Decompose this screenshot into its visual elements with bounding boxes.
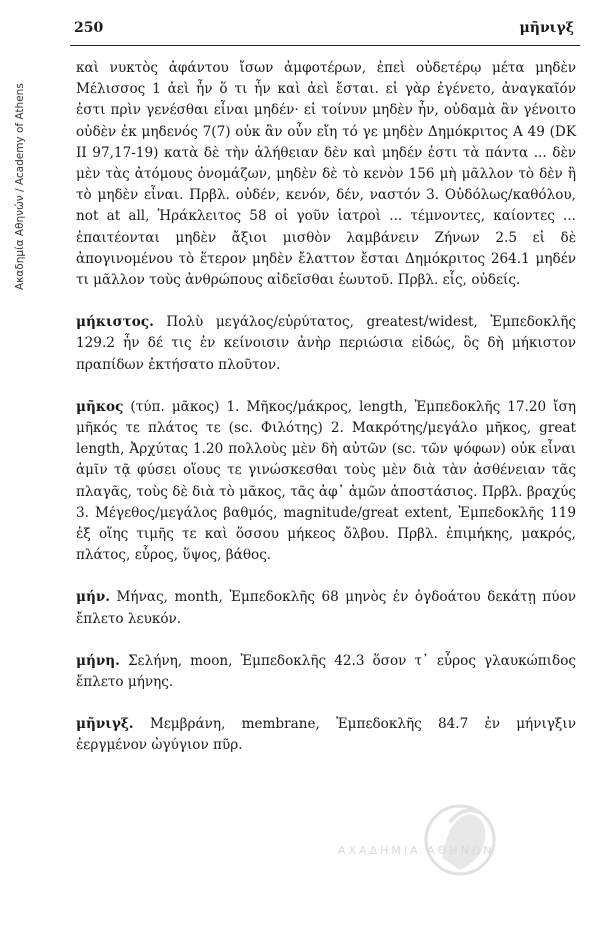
entry-text: καὶ νυκτὸς ἀφάντου ἴσων ἀμφοτέρων, ἐπεὶ οὐδετέρῳ μέτα μηδὲν Μέλισσος 1 ἀεὶ ἦν ὅ τι ἦν καὶ ἀεὶ ἔσται. εἰ γὰρ ἐγένετο, ἀναγκαῖόν ἐστι πρὶν γενέσθαι εἶναι μηδέν· εἰ τοίνυν μηδὲν ἦν, οὐδαμὰ ἂν γένοιτο οὐδὲν ἐκ μηδενός 7(7) οὐκ ἂν οὖν εἴη τό γε μηδὲν Δημόκριτος Α 49 (DK II 97,17-19) κατὰ δὲ τὴν ἀλήθειαν δὲν καὶ μηδέν ἐστι τὰ πάντα ... δὲν μὲν τὰς ἀτόμους ὀνομάζων, μηδὲν δὲ τὸ κενὸν 156 μὴ μᾶλλον τὸ δὲν ἢ τὸ μηδὲν εἶναι. Πρβλ. οὐδέν, κενόν, δέν, ναστόν 3. Οὐδόλως/καθόλου, not at all, Ἡράκλειτος 58 οἱ γοῦν ἰατροὶ ... τέμνοντες, καίοντες ... ἐπαιτέονται μηδὲν ἄξιοι μισθὸν λαμβάνειν Ζήνων 2.5 εἰ δὲ ἀπογινομένου τὸ ἕτερον μηδὲν ἔλαττον ἔσται Δημόκριτος 264.1 μηδέν τι μᾶλλον τοὺς ἀνθρώπους αἰδεῖσθαι ἑωυτοῦ. Πρβλ. εἷς, οὐδείς. (76, 60, 576, 289)
entry-mekos (76, 397, 576, 567)
dictionary-body (76, 58, 576, 778)
entry-text: (τύπ. μᾶκος) 1. Μῆκος/μάκρος, length, Ἐμπεδοκλῆς 17.20 ἴση μῆκός τε πλάτος τε (sc. Φιλότης) 2. Μακρότης/μεγάλο μῆκος, great length, Ἀρχύτας 1.20 πολλοὺς μὲν δὴ αὐτῶν (sc. τῶν ψόφων) οὐκ εἶναι ἁμῖν τᾷ φύσει οἵους τε γινώσκεσθαι τοὺς μὲν διὰ τὰν ἀσθένειαν τᾶς πλαγᾶς, τοὺς δὲ διὰ τὸ μᾶκος, τᾶς ἀφ᾽ ἁμῶν ἀποστάσιος. Πρβλ. βραχύς 3. Μέγεθος/μεγάλος βαθμός, magnitude/great extent, Ἐμπεδοκλῆς 119 ἐξ οἵης τιμῆς τε καὶ ὅσσου μήκεος ὄλβου. Πρβλ. ἐπιμήκης, μακρός, πλάτος, εὖρος, ὕψος, βάθος. (76, 398, 576, 564)
entry-headword: μῆκος (76, 398, 124, 415)
athena-head-icon (330, 800, 580, 890)
entry-meninx (76, 714, 576, 756)
entry-headword: μήκιστος. (76, 314, 154, 331)
watermark-text: ΑΧΑΔΗΜΙΑ ΑΘΗΝΩΝ (338, 844, 495, 857)
entry-headword: μῆνιγξ. (76, 716, 134, 733)
running-head: μῆνιγξ (519, 20, 574, 36)
page-number: 250 (74, 20, 104, 36)
archive-sidebar-label: Ακαδημία Αθηνών / Academy of Athens (14, 83, 26, 290)
entry-text: Μήνας, month, Ἐμπεδοκλῆς 68 μηνὸς ἐν ὀγδοάτου δεκάτῃ πύον ἔπλετο λευκόν. (76, 589, 576, 627)
entry-mekistos (76, 312, 576, 376)
page-header (70, 20, 580, 42)
entry-headword: μήν. (76, 589, 110, 606)
header-rule (70, 45, 580, 46)
entry-continuation (76, 58, 576, 291)
entry-headword: μήνη. (76, 652, 120, 669)
entry-text: Πολὺ μεγάλος/εὐρύτατος, greatest/widest, Ἐμπεδοκλῆς 129.2 ἦν δέ τις ἐν κείνοισιν ἀνὴρ περιώσια εἰδώς, ὃς δὴ μήκιστον πραπίδων ἐκτήσατο πλοῦτον. (76, 314, 576, 373)
entry-text: Μεμβράνη, membrane, Ἐμπεδοκλῆς 84.7 ἐν μήνιγξιν ἐεργμένον ὠγύγιον πῦρ. (76, 716, 576, 754)
entry-men (76, 587, 576, 629)
entry-mene (76, 651, 576, 693)
academy-watermark (330, 800, 580, 890)
entry-text: Σελήνη, moon, Ἐμπεδοκλῆς 42.3 ὅσον τ᾽ εὖρος γλαυκώπιδος ἔπλετο μήνης. (76, 652, 576, 691)
